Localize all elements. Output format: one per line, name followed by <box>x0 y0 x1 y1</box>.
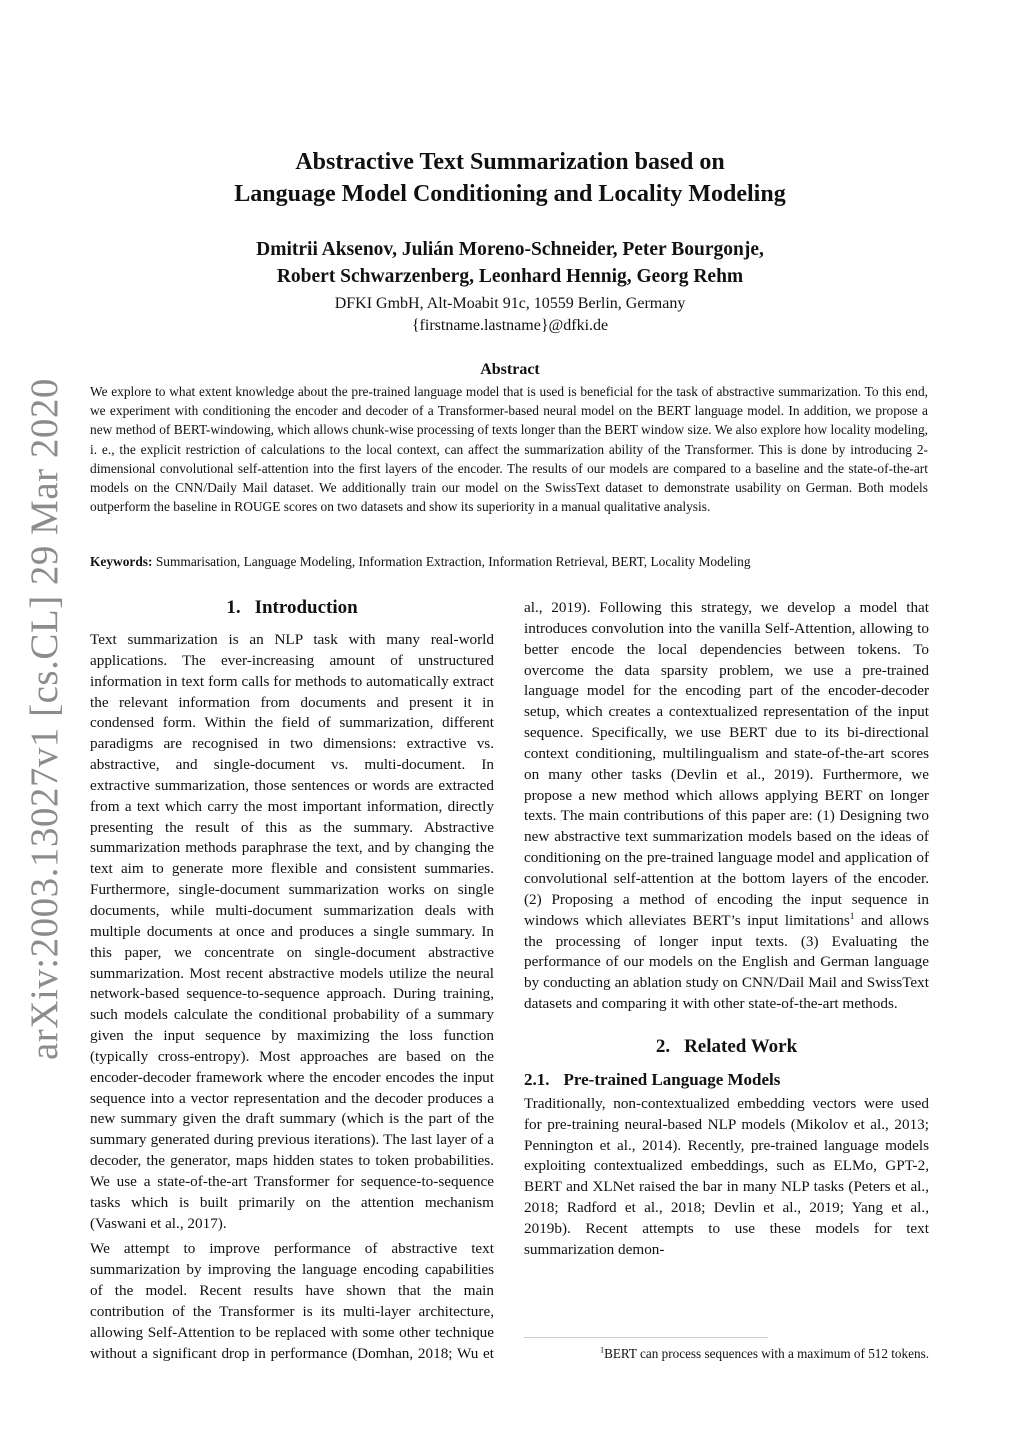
affiliation-block <box>120 293 900 337</box>
paper-title <box>120 146 900 210</box>
section-heading-related-work <box>524 1035 929 1059</box>
footnote <box>524 1345 929 1363</box>
intro-paragraph-2-continued: al., 2019). Following this strategy, we develop a model that introduces convolution into the vanilla Self-Attention, allowing to better encode the local dependencies between tokens. To overcome the data sparsity problem, we use a pre-trained language model for the encoding part of the encoder-decoder setup, which creates a contextualized representation of the input sequence. Specifically, we use BERT due to its bi-directional context conditioning, multilingualism and state-of-the-art scores on many other tasks (Devlin et al., 2019). Furthermore, we propose a new method which allows applying BERT on longer texts. The main contributions of this paper are: (1) Designing two new abstractive text summarization models based on the ideas of conditioning on the pre-trained language model and application of convolutional self-attention at the bottom layers of the encoder. (2) Proposing a method of encoding the input sequence in windows which alleviates BERT’s input limitations$^1$ and allows the processing of longer input texts. (3) Evaluating the performance of our models on the English and German language by conducting an ablation study on CNN/Dail Mail and SwissText datasets and comparing it with other state-of-the-art methods. <box>524 599 929 1013</box>
subsection-number: 2.1. <box>524 1069 550 1089</box>
section-title: Introduction <box>254 597 358 618</box>
title-line-1: Abstractive Text Summarization based on <box>295 149 725 175</box>
keywords-label: Keywords: <box>90 554 153 569</box>
authors-line-2: Robert Schwarzenberg, Leonhard Hennig, Georg Rehm <box>276 266 744 287</box>
footnote-reference: 1 <box>849 911 855 922</box>
left-column <box>90 596 494 1365</box>
author-list <box>120 236 900 290</box>
section-heading-introduction <box>90 596 494 620</box>
right-column <box>524 598 929 1261</box>
section-number: 1. <box>226 597 241 618</box>
related-paragraph-1: Traditionally, non-contextualized embedding vectors were used for pre-training neural-based NLP models (Mikolov et al., 2013; Pennington et al., 2014). Recently, pre-trained language models exploiting contextualized embeddings, such as ELMo, GPT-2, BERT and XLNet raised the bar in many NLP tasks (Peters et al., 2018; Radford et al., 2018; Devlin et al., 2019; Yang et al., 2019b). Recent attempts to use these models for text summarization demon- <box>524 1094 929 1258</box>
authors-line-1: Dmitrii Aksenov, Julián Moreno-Schneider, Peter Bourgonje, <box>256 239 764 260</box>
keywords-text: Summarisation, Language Modeling, Information Extraction, Information Retrieval, BERT, Locality Modeling <box>155 554 751 569</box>
footnote-mark: 1 <box>599 1345 605 1355</box>
title-line-2: Language Model Conditioning and Locality Modeling <box>234 181 786 207</box>
footnote-divider <box>524 1337 768 1338</box>
intro-paragraph-2: We attempt to improve performance of abstractive text summarization by improving the language encoding capabilities of the model. Recent results have shown that the main contribution of the Transformer is its multi-layer architecture, allowing Self-Attention to be replaced with some other technique without a significant drop in performance (Domhan, 2018; Wu et <box>90 1240 494 1362</box>
arxiv-identifier: arXiv:2003.13027v1 [cs.CL] 29 Mar 2020 <box>23 378 66 1060</box>
affiliation: DFKI GmbH, Alt-Moabit 91c, 10559 Berlin, Germany <box>334 295 686 312</box>
abstract-text: We explore to what extent knowledge about the pre-trained language model that is used is beneficial for the task of abstractive summarization. To this end, we experiment with conditioning the encoder and decoder of a Transformer-based neural model on the BERT language model. In addition, we propose a new method of BERT-windowing, which allows chunk-wise processing of texts longer than the BERT window size. We also explore how locality modeling, i. e., the explicit restriction of calculations to the local context, can affect the summarization ability of the Transformer. This is done by introducing 2-dimensional convolutional self-attention into the first layers of the encoder. The results of our models are compared to a baseline and the state-of-the-art models on the CNN/Daily Mail dataset. We additionally train our model on the SwissText dataset to demonstrate usability on German. Both models outperform the baseline in ROUGE scores on two datasets and show its superiority in a manual qualitative analysis. <box>90 384 928 515</box>
footnote-text: BERT can process sequences with a maximum of 512 tokens. <box>604 1346 929 1361</box>
section-title: Related Work <box>684 1035 798 1057</box>
email-address: {firstname.lastname}@dfki.de <box>411 317 609 334</box>
abstract-heading: Abstract <box>480 361 540 378</box>
section-number: 2. <box>655 1035 671 1057</box>
intro-paragraph-1: Text summarization is an NLP task with many real-world applications. The ever-increasing amount of unstructured information in text form calls for methods to automatically extract the relevant information from documents and present it in condensed form. Within the field of summarization, different paradigms are recognised in two dimensions: extractive vs. abstractive, and single-document vs. multi-document. In extractive summarization, those sentences or words are extracted from a text which carry the most important information, directly presenting the result of this as the summary. Abstractive summarization methods paraphrase the text, and by changing the text aim to generate more flexible and consistent summaries. Furthermore, single-document summarization works on single documents, while multi-document summarization deals with multiple documents at once and produces a single summary. In this paper, we concentrate on single-document abstractive summarization. Most recent abstractive models utilize the neural network-based sequence-to-sequence approach. During training, such models calculate the conditional probability of a summary given the input sequence by maximizing the loss function (typically cross-entropy). Most approaches are based on the encoder-decoder framework where the encoder encodes the input sequence into a vector representation and the decoder produces a new summary given the draft summary (which is the part of the summary generated during previous iterations). The last layer of a decoder, the generator, maps hidden states to token probabilities. We use a state-of-the-art Transformer for sequence-to-sequence tasks which is built primarily on the attention mechanism (Vaswani et al., 2017). <box>90 631 494 1232</box>
subsection-title: Pre-trained Language Models <box>563 1069 781 1089</box>
keywords-line <box>90 552 928 571</box>
subsection-heading-pretrained-lm <box>524 1069 929 1091</box>
